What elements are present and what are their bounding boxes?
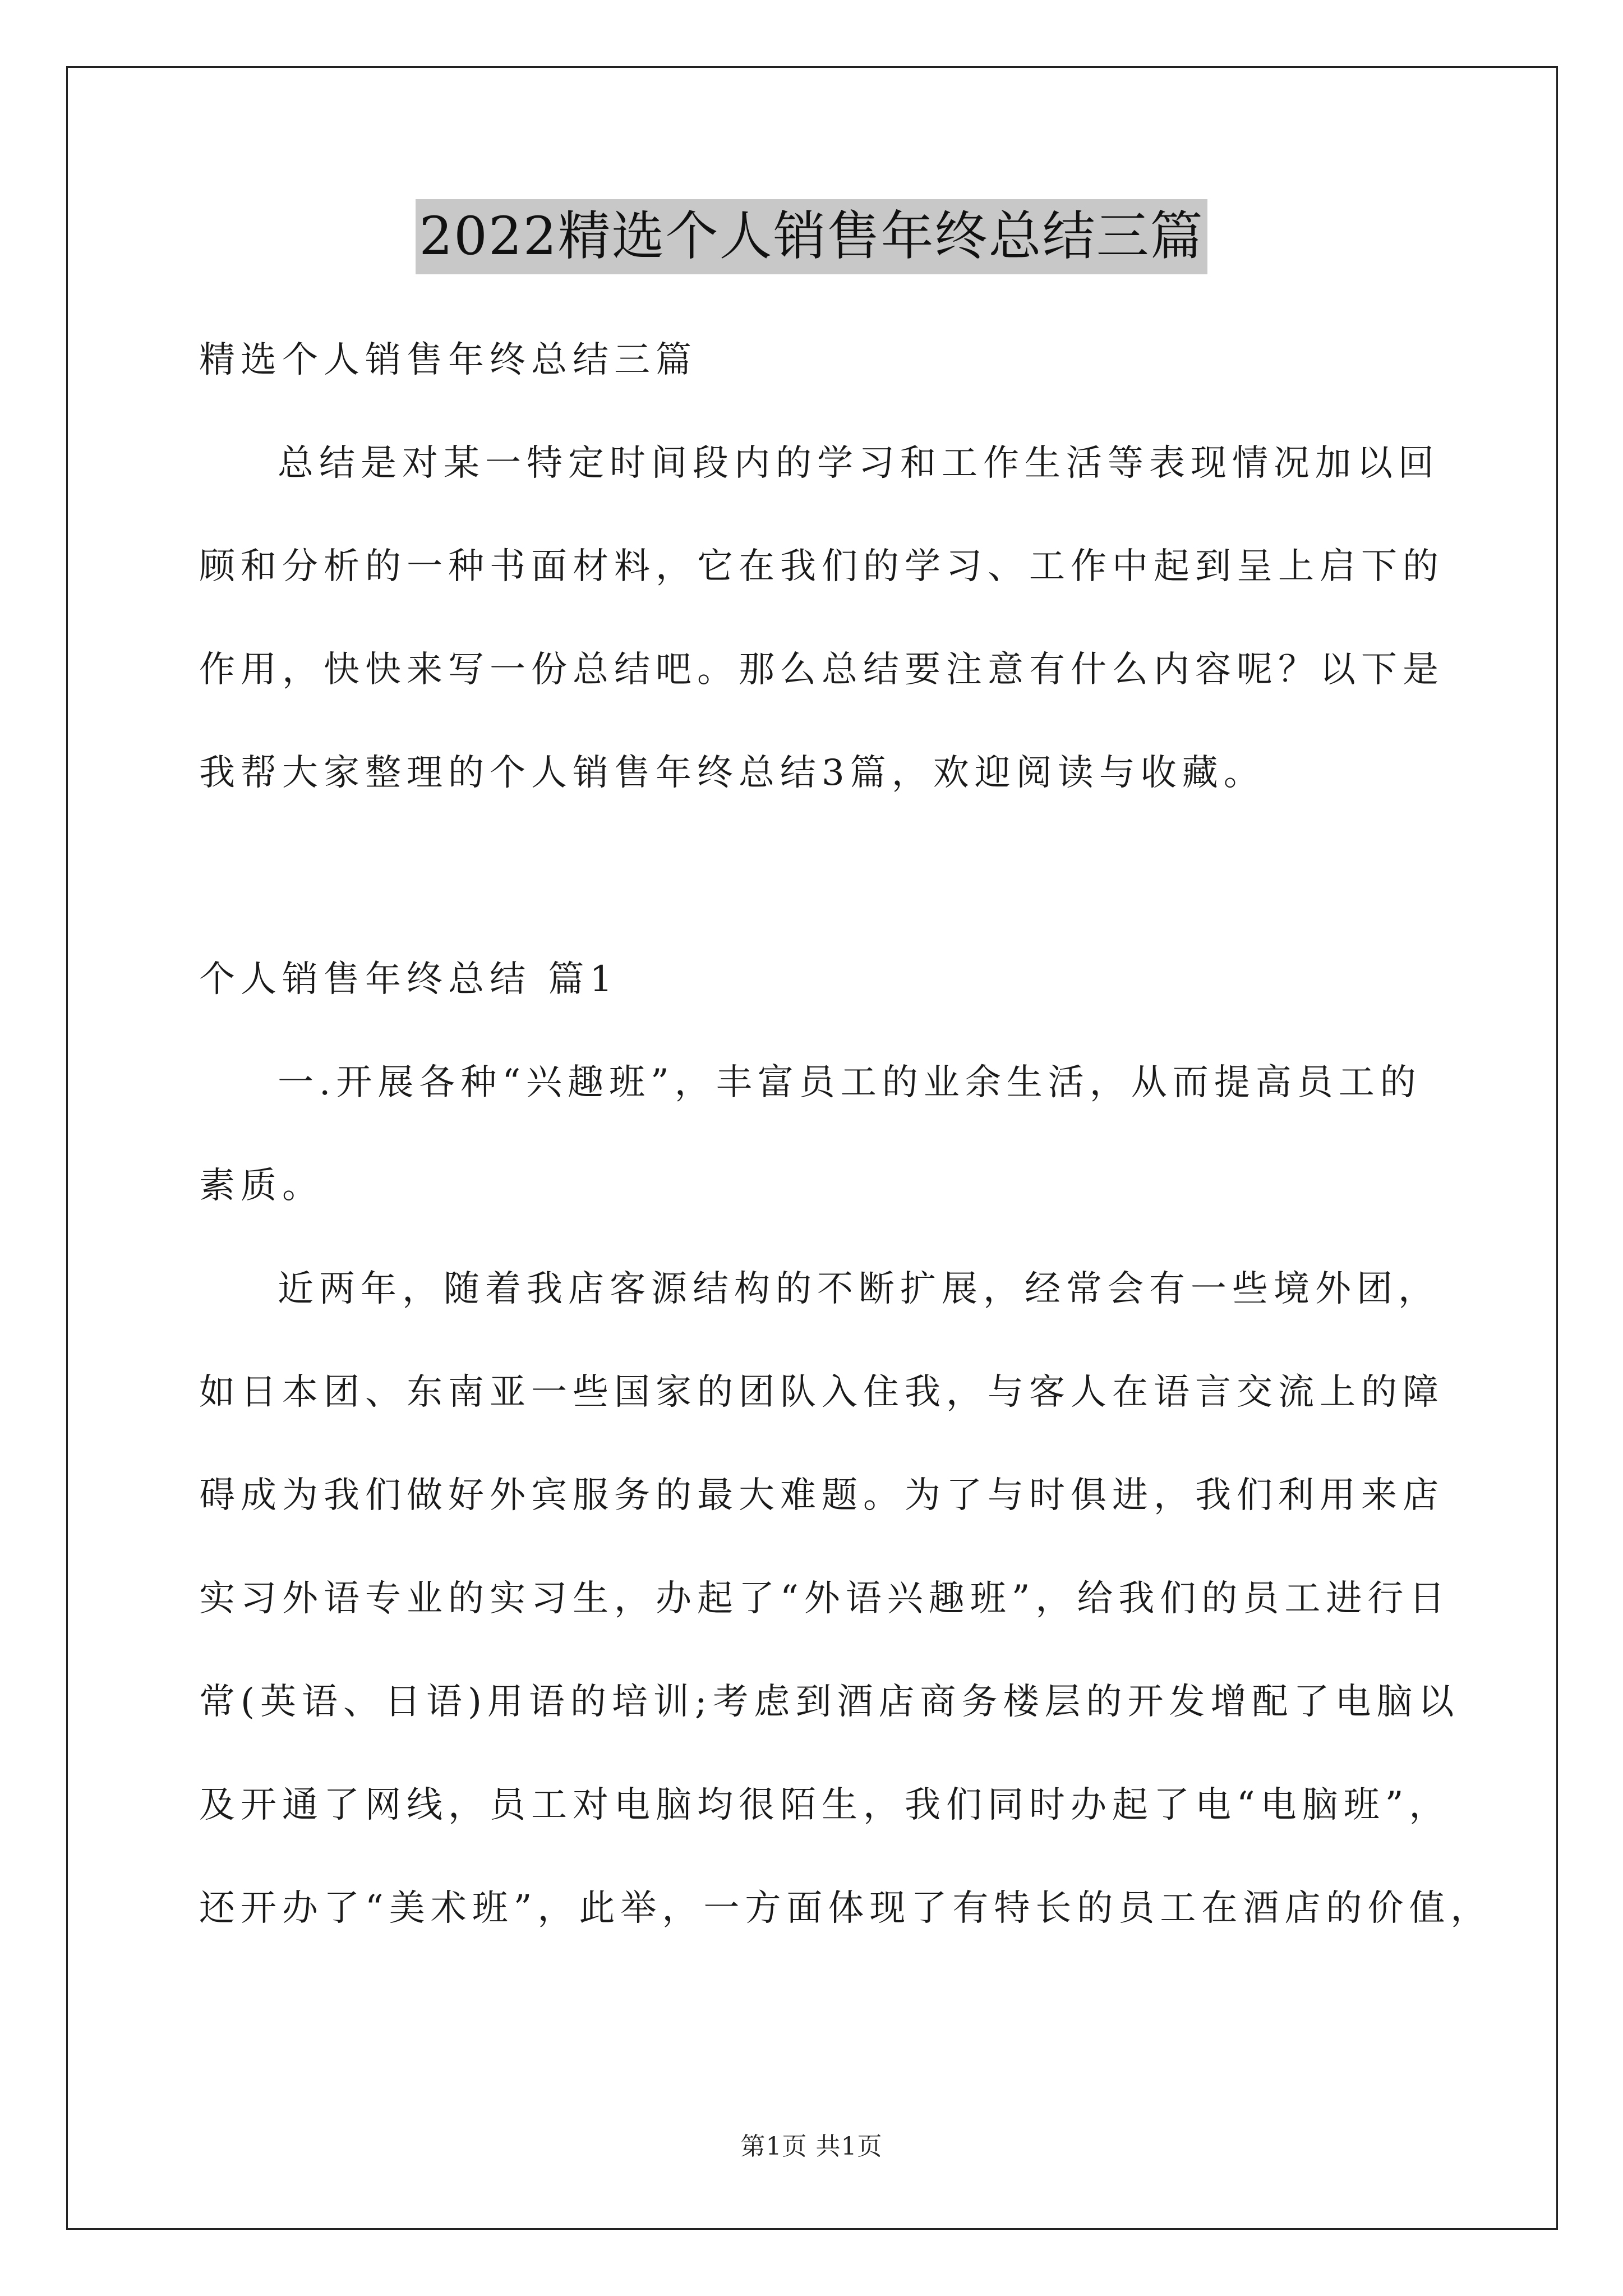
intro-line: 作用，快快来写一份总结吧。那么总结要注意有什么内容呢？以下是 [199,649,1444,691]
body-line: 及开通了网线，员工对电脑均很陌生，我们同时办起了电“电脑班”， [199,1784,1451,1826]
body-line: 还开办了“美术班”，此举，一方面体现了有特长的员工在酒店的价值， [199,1888,1492,1929]
body-line: 近两年，随着我店客源结构的不断扩展，经常会有一些境外团， [278,1268,1440,1310]
intro-line: 顾和分析的一种书面材料，它在我们的学习、工作中起到呈上启下的 [199,546,1444,587]
point-line: 一.开展各种“兴趣班”，丰富员工的业余生活，从而提高员工的 [278,1062,1422,1103]
section-heading: 个人销售年终总结 篇1 [199,959,619,1000]
point-line: 素质。 [199,1165,324,1207]
subtitle: 精选个人销售年终总结三篇 [199,339,697,381]
intro-line: 我帮大家整理的个人销售年终总结3篇，欢迎阅读与收藏。 [199,752,1265,794]
page-footer: 第1页 共1页 [740,2132,883,2161]
body-line: 常(英语、日语)用语的培训;考虑到酒店商务楼层的开发增配了电脑以 [199,1681,1460,1723]
body-line: 如日本团、东南亚一些国家的团队入住我，与客人在语言交流上的障 [199,1372,1444,1413]
body-line: 实习外语专业的实习生，办起了“外语兴趣班”，给我们的员工进行日 [199,1578,1451,1619]
intro-line: 总结是对某一特定时间段内的学习和工作生活等表现情况加以回 [278,443,1440,484]
body-line: 碍成为我们做好外宾服务的最大难题。为了与时俱进，我们利用来店 [199,1475,1444,1516]
document-title: 2022精选个人销售年终总结三篇 [416,199,1207,274]
document-body [199,309,1492,1960]
title-container [0,199,1623,274]
